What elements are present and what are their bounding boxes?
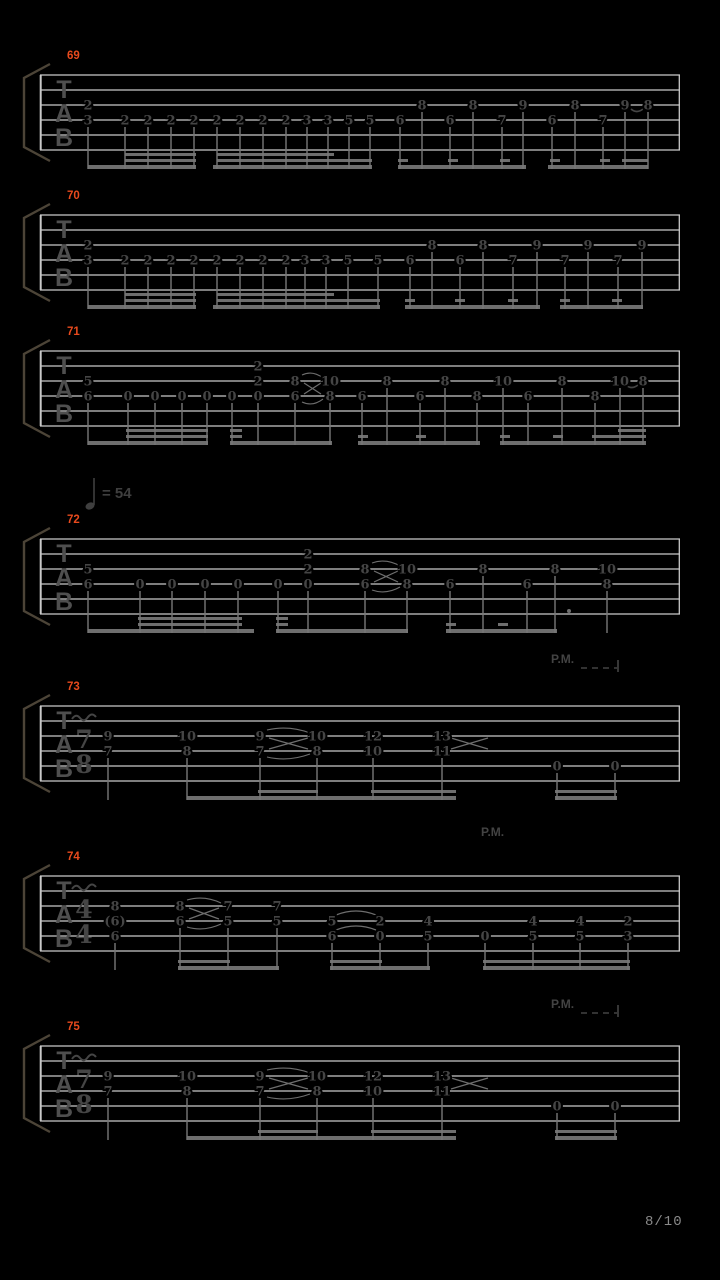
fret-number: 4 [528, 914, 538, 930]
fret-number: 0 [123, 389, 133, 405]
pm-label: P.M. [481, 825, 505, 839]
tab-clef-letter: A [54, 1071, 74, 1099]
fret-number: 10 [363, 744, 383, 760]
tab-clef-letter: B [54, 1095, 74, 1123]
tab-clef-letter: A [54, 731, 74, 759]
fret-number: 3 [302, 113, 312, 129]
fret-number: 2 [303, 547, 313, 563]
fret-number: 8 [290, 374, 300, 390]
fret-number: 2 [166, 253, 176, 269]
fret-number: 8 [325, 389, 335, 405]
fret-number: 9 [583, 238, 593, 254]
page-indicator: 8/10 [645, 1214, 683, 1230]
fret-number: 7 [598, 113, 608, 129]
fret-number: 7 [103, 1084, 113, 1100]
beam [371, 790, 456, 793]
measure-number: 70 [67, 190, 80, 202]
fret-number: 2 [235, 253, 245, 269]
fret-number: (6) [104, 914, 126, 930]
beam [213, 165, 372, 169]
fret-number: 2 [143, 253, 153, 269]
fret-number: 2 [83, 98, 93, 114]
beam [178, 960, 230, 963]
tab-clef-letter: B [54, 925, 74, 953]
measure-70 [24, 190, 680, 309]
fret-number: 9 [532, 238, 542, 254]
tab-clef-letter: B [54, 588, 74, 616]
fret-number: 0 [480, 929, 490, 945]
fret-number: 10 [307, 729, 327, 745]
fret-number: 9 [255, 1069, 265, 1085]
beam [500, 441, 646, 445]
fret-number: 6 [395, 113, 405, 129]
fret-number: 6 [290, 389, 300, 405]
fret-number: 2 [212, 113, 222, 129]
beam [125, 153, 196, 156]
fret-number: 5 [365, 113, 375, 129]
fret-number: 7 [508, 253, 518, 269]
fret-number: 2 [375, 914, 385, 930]
measure-number: 72 [67, 514, 80, 526]
measure-69 [24, 50, 680, 169]
beam [126, 429, 208, 432]
fret-number: 0 [177, 389, 187, 405]
time-signature-bottom: 8 [75, 750, 93, 779]
fret-number: 7 [272, 899, 282, 915]
fret-number: 0 [233, 577, 243, 593]
fret-number: 8 [175, 899, 185, 915]
fret-number: 7 [103, 744, 113, 760]
fret-number: 10 [363, 1084, 383, 1100]
fret-number: 8 [570, 98, 580, 114]
tab-clef-letter: T [56, 76, 72, 104]
system-bracket [24, 695, 50, 792]
beam [612, 299, 622, 302]
beam [230, 441, 332, 445]
beam [126, 435, 208, 438]
fret-number: 5 [344, 113, 354, 129]
fret-number: 8 [472, 389, 482, 405]
fret-number: 2 [303, 562, 313, 578]
fret-number: 13 [432, 1069, 452, 1085]
fret-number: 8 [417, 98, 427, 114]
beam [138, 623, 242, 626]
fret-number: 2 [120, 253, 130, 269]
fret-number: 0 [273, 577, 283, 593]
fret-number: 8 [590, 389, 600, 405]
fret-number: 12 [363, 1069, 383, 1085]
fret-number: 0 [552, 1099, 562, 1115]
time-signature-top: 7 [75, 1065, 93, 1094]
fret-number: 11 [432, 744, 452, 760]
fret-number: 10 [597, 562, 617, 578]
measure-71 [24, 326, 680, 445]
fret-number: 8 [643, 98, 653, 114]
beam [187, 1136, 456, 1140]
fret-number: 8 [440, 374, 450, 390]
fret-number: 6 [415, 389, 425, 405]
beam [258, 790, 318, 793]
measure-73 [24, 681, 680, 800]
fret-number: 2 [166, 113, 176, 129]
system-bracket [24, 204, 50, 301]
fret-number: 2 [253, 374, 263, 390]
tab-clef-letter: A [54, 376, 74, 404]
beam [330, 960, 382, 963]
system-bracket [24, 1035, 50, 1132]
palm-mute-marking [551, 997, 618, 1017]
fret-number: 5 [83, 562, 93, 578]
system-bracket [24, 865, 50, 962]
palm-mute-marking [481, 825, 504, 839]
tab-clef-letter: T [56, 352, 72, 380]
fret-number: 9 [518, 98, 528, 114]
beam [483, 966, 630, 970]
fret-number: 2 [281, 253, 291, 269]
beam [600, 159, 610, 162]
fret-number: 7 [560, 253, 570, 269]
fret-number: 5 [327, 914, 337, 930]
fret-number: 8 [182, 744, 192, 760]
fret-number: 2 [258, 113, 268, 129]
fret-number: 6 [360, 577, 370, 593]
fret-number: 13 [432, 729, 452, 745]
fret-number: 6 [523, 389, 533, 405]
fret-number: 6 [357, 389, 367, 405]
fret-number: 0 [610, 1099, 620, 1115]
time-signature-bottom: 4 [75, 920, 93, 949]
beam [483, 960, 630, 963]
fret-number: 8 [478, 238, 488, 254]
tempo-value: = 54 [102, 485, 132, 502]
fret-number: 0 [610, 759, 620, 775]
fret-number: 10 [397, 562, 417, 578]
fret-number: 6 [547, 113, 557, 129]
fret-number: 7 [255, 1084, 265, 1100]
fret-number: 7 [255, 744, 265, 760]
beam [618, 429, 646, 432]
measure-number: 73 [67, 681, 80, 693]
tab-clef-letter: B [54, 755, 74, 783]
beam [555, 1130, 617, 1133]
fret-number: 0 [135, 577, 145, 593]
beam [88, 305, 196, 309]
beam [446, 629, 557, 633]
tab-clef-letter: B [54, 264, 74, 292]
fret-number: 7 [613, 253, 623, 269]
fret-number: 6 [83, 389, 93, 405]
fret-number: 2 [83, 238, 93, 254]
fret-number: 8 [550, 562, 560, 578]
palm-mute-marking [551, 652, 618, 672]
fret-number: 3 [83, 113, 93, 129]
fret-number: 8 [478, 562, 488, 578]
fret-number: 2 [189, 113, 199, 129]
beam [405, 305, 540, 309]
fret-number: 8 [402, 577, 412, 593]
fret-number: 5 [223, 914, 233, 930]
fret-number: 2 [253, 359, 263, 375]
fret-number: 2 [120, 113, 130, 129]
beam [217, 293, 334, 296]
beam [398, 165, 526, 169]
beam [358, 441, 480, 445]
beam [371, 1130, 456, 1133]
fret-number: 8 [360, 562, 370, 578]
fret-number: 2 [235, 113, 245, 129]
vibrato-squiggle-icon [72, 885, 96, 891]
vibrato-squiggle-icon [72, 1055, 96, 1061]
beam [88, 165, 196, 169]
fret-number: 6 [327, 929, 337, 945]
tab-clef-letter: B [54, 124, 74, 152]
beam [498, 623, 508, 626]
fret-number: 4 [575, 914, 585, 930]
beam [213, 305, 380, 309]
vibrato-squiggle-icon [72, 715, 96, 721]
fret-number: 0 [150, 389, 160, 405]
fret-number: 0 [202, 389, 212, 405]
fret-number: 7 [497, 113, 507, 129]
fret-number: 8 [312, 744, 322, 760]
beam [125, 159, 196, 162]
fret-number: 8 [312, 1084, 322, 1100]
fret-number: 8 [382, 374, 392, 390]
fret-number: 4 [423, 914, 433, 930]
fret-number: 0 [375, 929, 385, 945]
fret-number: 3 [83, 253, 93, 269]
tab-clef-letter: T [56, 707, 72, 735]
beam [258, 1130, 318, 1133]
measure-number: 75 [67, 1021, 80, 1033]
fret-number: 9 [620, 98, 630, 114]
beam [622, 159, 648, 162]
fret-number: 9 [103, 1069, 113, 1085]
fret-number: 5 [423, 929, 433, 945]
measure-74 [24, 851, 680, 970]
fret-number: 11 [432, 1084, 452, 1100]
fret-number: 6 [445, 577, 455, 593]
fret-number: 5 [83, 374, 93, 390]
fret-number: 8 [602, 577, 612, 593]
beam [217, 153, 334, 156]
fret-number: 8 [557, 374, 567, 390]
beam [276, 629, 408, 633]
fret-number: 3 [323, 113, 333, 129]
fret-number: 8 [427, 238, 437, 254]
beam [555, 796, 617, 800]
measure-number: 74 [67, 851, 80, 863]
tab-clef-letter: T [56, 877, 72, 905]
fret-number: 5 [272, 914, 282, 930]
fret-number: 2 [189, 253, 199, 269]
fret-number: 6 [83, 577, 93, 593]
fret-number: 6 [175, 914, 185, 930]
fret-number: 2 [212, 253, 222, 269]
beam [125, 293, 196, 296]
measure-72 [24, 514, 680, 633]
fret-number: 8 [110, 899, 120, 915]
measure-75 [24, 1021, 680, 1140]
system-bracket [24, 340, 50, 437]
fret-number: 0 [552, 759, 562, 775]
fret-number: 8 [468, 98, 478, 114]
fret-number: 9 [637, 238, 647, 254]
fret-number: 3 [300, 253, 310, 269]
fret-number: 6 [445, 113, 455, 129]
fret-number: 7 [223, 899, 233, 915]
fret-number: 8 [638, 374, 648, 390]
beam [416, 435, 426, 438]
fret-number: 0 [227, 389, 237, 405]
beam [358, 435, 368, 438]
fret-number: 2 [143, 113, 153, 129]
fret-number: 10 [307, 1069, 327, 1085]
fret-number: 8 [182, 1084, 192, 1100]
fret-number: 0 [253, 389, 263, 405]
beam [217, 299, 380, 302]
beam [446, 623, 456, 626]
fret-number: 0 [167, 577, 177, 593]
fret-number: 3 [623, 929, 633, 945]
tempo-marking [84, 478, 132, 511]
fret-number: 6 [110, 929, 120, 945]
fret-number: 6 [455, 253, 465, 269]
fret-number: 2 [623, 914, 633, 930]
fret-number: 9 [103, 729, 113, 745]
fret-number: 10 [493, 374, 513, 390]
measure-number: 69 [67, 50, 80, 62]
tab-clef-letter: A [54, 100, 74, 128]
fret-number: 12 [363, 729, 383, 745]
fret-number: 5 [528, 929, 538, 945]
beam [548, 165, 648, 169]
fret-number: 5 [343, 253, 353, 269]
fret-number: 10 [320, 374, 340, 390]
time-signature-bottom: 8 [75, 1090, 93, 1119]
system-bracket [24, 528, 50, 625]
fret-number: 3 [321, 253, 331, 269]
pm-label: P.M. [551, 652, 575, 666]
fret-number: 0 [303, 577, 313, 593]
beam [138, 617, 242, 620]
fret-number: 0 [200, 577, 210, 593]
tab-clef-letter: B [54, 400, 74, 428]
time-signature-top: 7 [75, 725, 93, 754]
tab-clef-letter: A [54, 564, 74, 592]
beam [555, 1136, 617, 1140]
beam [125, 299, 196, 302]
fret-number: 2 [281, 113, 291, 129]
fret-number: 9 [255, 729, 265, 745]
fret-number: 10 [610, 374, 630, 390]
tab-clef-letter: T [56, 540, 72, 568]
pm-label: P.M. [551, 997, 575, 1011]
tab-clef-letter: A [54, 901, 74, 929]
fret-number: 5 [373, 253, 383, 269]
fret-number: 6 [405, 253, 415, 269]
tab-clef-letter: A [54, 240, 74, 268]
beam [88, 629, 254, 633]
tab-clef-letter: T [56, 1047, 72, 1075]
beam [500, 435, 510, 438]
beam [592, 435, 646, 438]
time-signature-top: 4 [75, 895, 93, 924]
beam [555, 790, 617, 793]
measure-number: 71 [67, 326, 80, 338]
fret-number: 5 [575, 929, 585, 945]
fret-number: 6 [522, 577, 532, 593]
system-bracket [24, 64, 50, 161]
beam [187, 796, 456, 800]
fret-number: 10 [177, 1069, 197, 1085]
tab-clef-letter: T [56, 216, 72, 244]
beam [88, 441, 208, 445]
beam [560, 305, 643, 309]
fret-number: 10 [177, 729, 197, 745]
fret-number: 2 [258, 253, 268, 269]
